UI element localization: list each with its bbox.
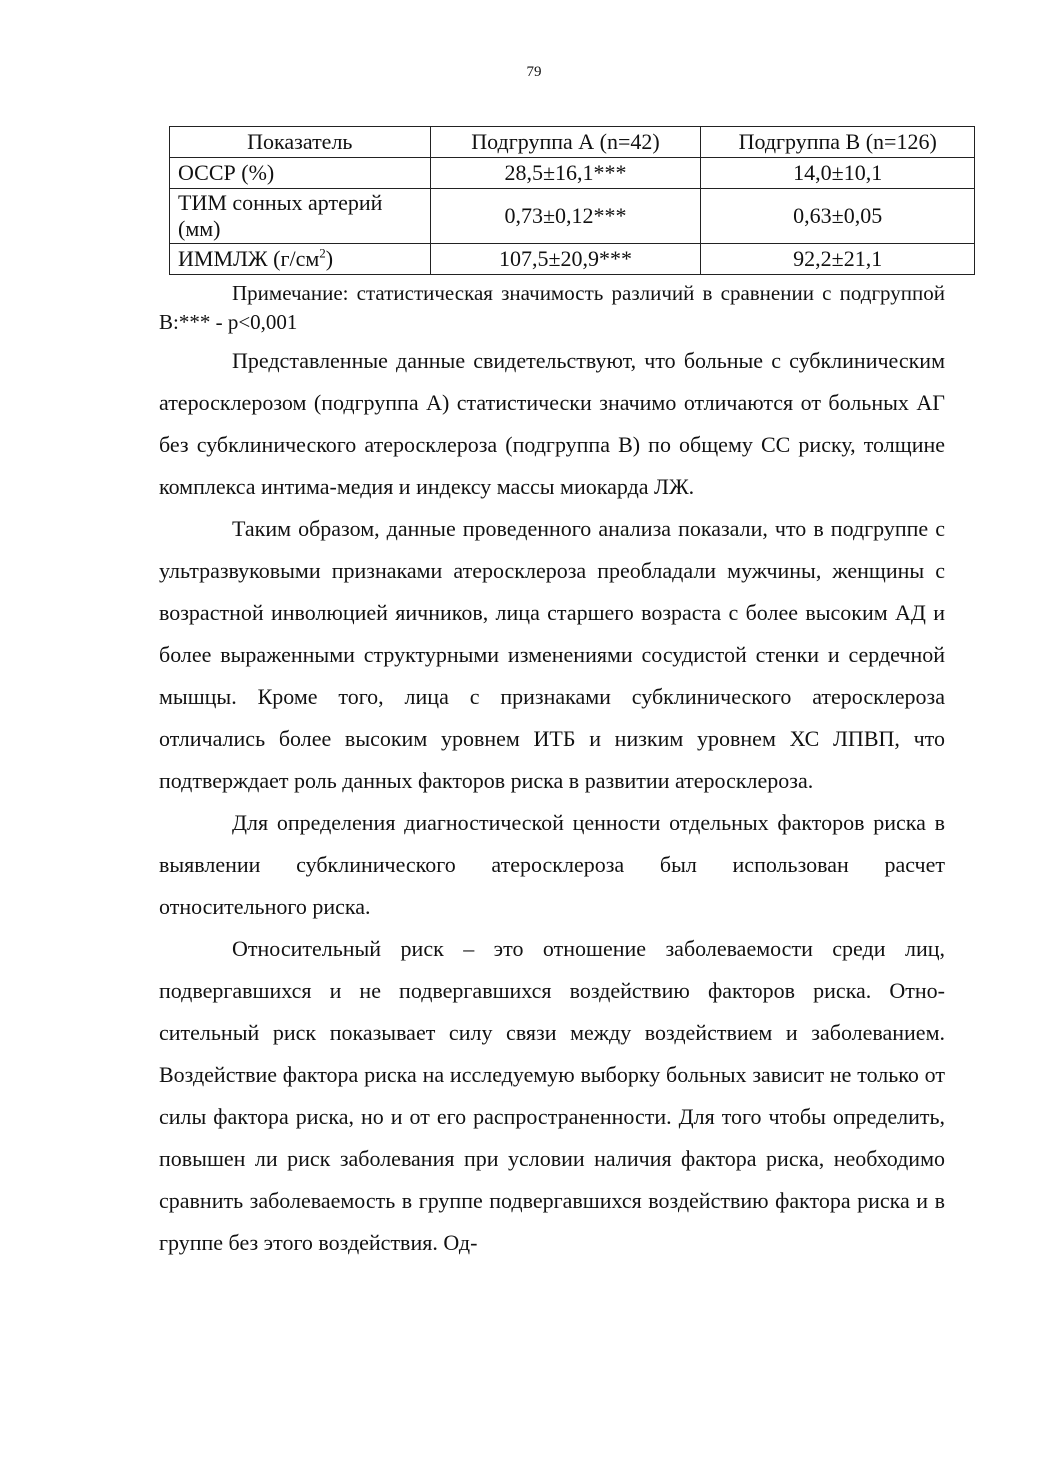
indicator-text: ИММЛЖ (г/см [178, 246, 320, 271]
table-cell-subgroup-a: 28,5±16,1*** [430, 158, 701, 189]
table-cell-subgroup-a: 107,5±20,9*** [430, 244, 701, 275]
page-number: 79 [526, 64, 542, 80]
table-row [170, 189, 975, 244]
paragraph: Для определения диагностической ценности отдельных факторов риска в выявлении субклинического атеросклероза был использован расчет относительного риска. [159, 810, 945, 919]
table-cell-indicator: ТИМ сонных артерий (мм) [170, 189, 431, 244]
table-cell-subgroup-b: 14,0±10,1 [701, 158, 975, 189]
column-header: Подгруппа А (n=42) [430, 127, 701, 158]
table-header-row [170, 127, 975, 158]
indicator-text-end: ) [325, 246, 334, 271]
table-cell-subgroup-a: 0,73±0,12*** [430, 189, 701, 244]
table-row [170, 158, 975, 189]
column-header: Показатель [170, 127, 431, 158]
body-text [159, 340, 945, 1264]
indicator-superscript: 2 [319, 245, 326, 261]
column-header: Подгруппа В (n=126) [701, 127, 975, 158]
comparison-table [169, 126, 975, 275]
table-note: Примечание: статистическая значимость различий в сравнении с подгруппой В:*** - р<0,001 [159, 281, 945, 334]
table-cell-indicator [170, 244, 431, 275]
paragraph: Относительный риск – это отношение заболеваемости среди лиц, подвергавшихся и не подвергавшихся воздействию факторов риска. Относительный риск показывает силу связи между воздействием и заболеванием. Воздействие фактора риска на исследуемую выборку больных зависит не только от силы фактора риска, но и от его распространенности. Для того чтобы определить, повышен ли риск заболевания при условии наличия фактора риска, необходимо сравнить заболеваемость в группе подвергавшихся воздействию фактора риска и в группе без этого воздействия. Од- [159, 936, 945, 1255]
table-cell-subgroup-b: 0,63±0,05 [701, 189, 975, 244]
table-cell-indicator: ОССР (%) [170, 158, 431, 189]
table-cell-subgroup-b: 92,2±21,1 [701, 244, 975, 275]
paragraph: Таким образом, данные проведенного анализа показали, что в подгруппе с ультразвуковыми признаками атеросклероза преобладали мужчины, женщины с возрастной инволюцией яичников, лица старшего возраста с более высоким АД и более выраженными структурными изменениями сосудистой стенки и сердечной мышцы. Кроме того, лица с признаками субклинического атеросклероза отличались более высоким уровнем ИТБ и низким уровнем ХС ЛПВП, что подтверждает роль данных факторов риска в развитии атеросклероза. [159, 516, 945, 793]
table-row [170, 244, 975, 275]
paragraph: Представленные данные свидетельствуют, что больные с субклиническим атеросклерозом (подгруппа А) статистически значимо отличаются от больных АГ без субклинического атеросклероза (подгруппа В) по общему СС риску, толщине комплекса интима-медия и индексу массы миокарда ЛЖ. [159, 348, 945, 499]
